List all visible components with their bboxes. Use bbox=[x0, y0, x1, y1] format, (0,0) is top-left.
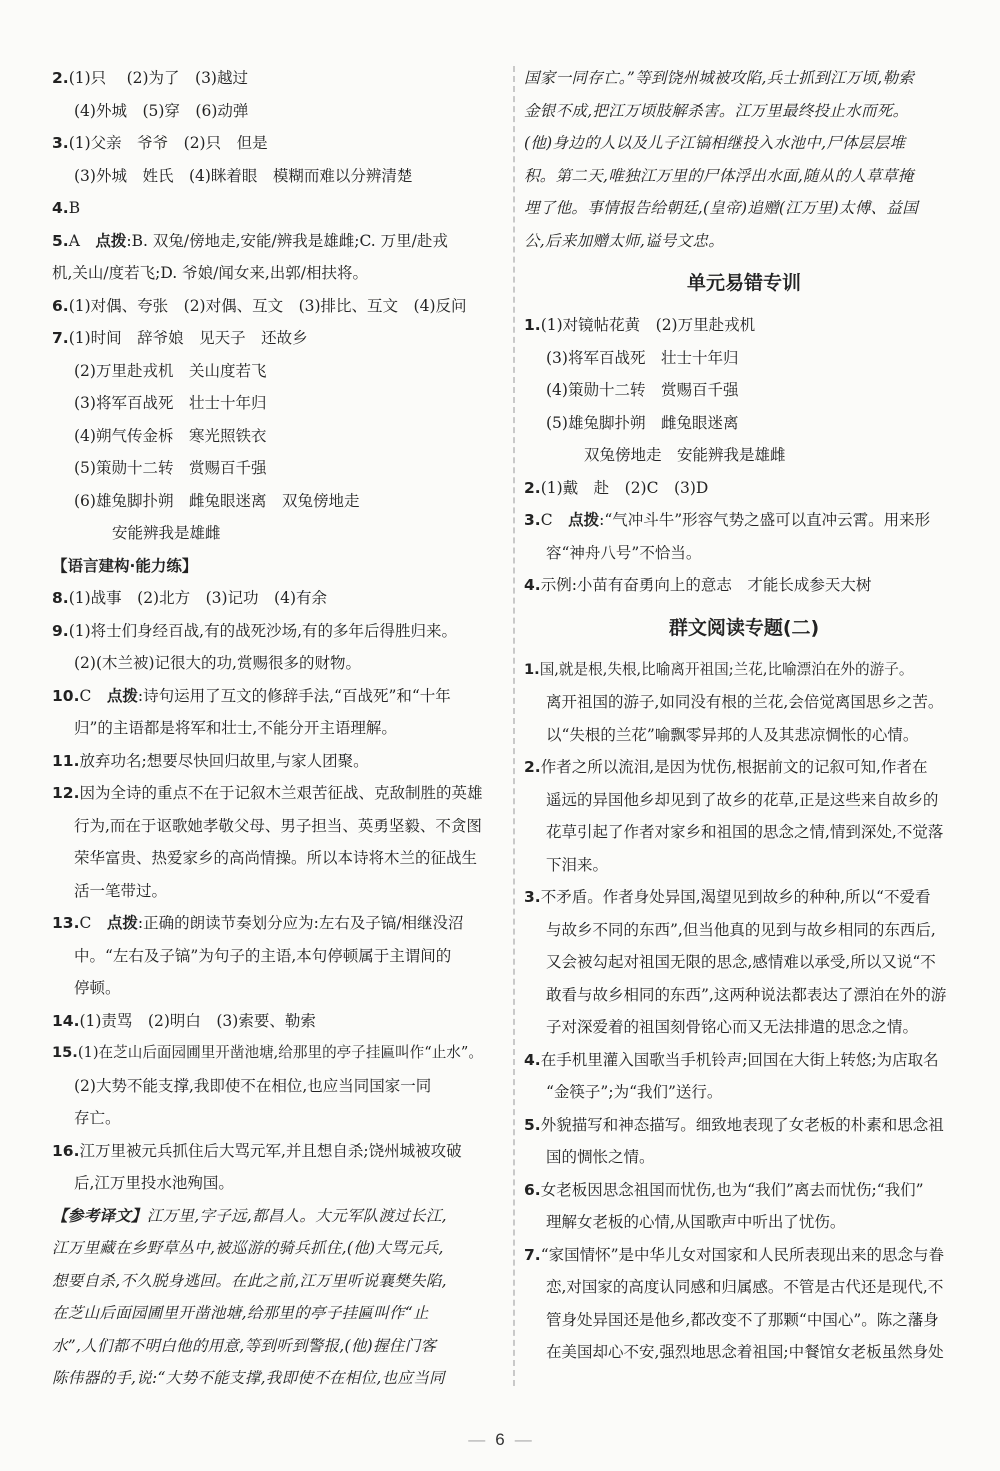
answer-line: 中。“左右及子镐”为句子的主语,本句停顿属于主谓间的 bbox=[74, 946, 452, 965]
answer-line: 子对深爱着的祖国刻骨铭心而又无法排遣的思念之情。 bbox=[546, 1018, 919, 1036]
answer-line: 13.C 点拨:正确的朗读节奏划分应为:左右及子镐/相继没沼 bbox=[52, 914, 464, 932]
translation-line: 公,后来加赠太师,谥号文忠。 bbox=[524, 231, 725, 250]
answer-line: (2)大势不能支撑,我即使不在相位,也应当同国家一同 bbox=[74, 1076, 432, 1095]
answer-line: 容“神舟八号”不恰当。 bbox=[546, 543, 702, 562]
answer-line: 3.C 点拨:“气冲斗牛”形容气势之盛可以直冲云霄。用来形 bbox=[524, 511, 931, 529]
answer-line: 16.江万里被元兵抓住后大骂元军,并且想自杀;饶州城被攻破 bbox=[52, 1141, 462, 1160]
answer-line: 在美国却心不安,强烈地思念着祖国;中餐馆女老板虽然身处 bbox=[546, 1343, 944, 1361]
answer-line: “金筷子”;为“我们”送行。 bbox=[546, 1083, 723, 1101]
answer-line: (5)策勋十二转 赏赐百千强 bbox=[74, 459, 267, 477]
translation-line: 陈伟器的手,说:“大势不能支撑,我即使不在相位,也应当同 bbox=[52, 1369, 445, 1387]
answer-line: 又会被勾起对祖国无限的思念,感情难以承受,所以又说“不 bbox=[546, 953, 936, 971]
answer-line: 活一笔带过。 bbox=[74, 881, 168, 900]
answer-line: 15.(1)在芝山后面园圃里开凿池塘,给那里的亭子挂匾叫作“止水”。 bbox=[52, 1044, 483, 1061]
answer-line: 1.国,就是根,失根,比喻离开祖国;兰花,比喻漂泊在外的游子。 bbox=[524, 660, 914, 678]
answer-line: 4.在手机里灌入国歌当手机铃声;回国在大街上转悠;为店取名 bbox=[524, 1050, 939, 1069]
answer-line: 5.外貌描写和神态描写。细致地表现了女老板的朴素和思念祖 bbox=[524, 1115, 944, 1134]
answer-line: 4.B bbox=[52, 199, 81, 217]
answer-line: 敢看与故乡相同的东西”,这两种说法都表达了漂泊在外的游 bbox=[546, 985, 947, 1004]
answer-line: (2)万里赴戎机 关山度若飞 bbox=[74, 361, 267, 380]
answer-line: 管身处异国还是他乡,都改变不了那颗“中国心”。陈之藩身 bbox=[546, 1310, 939, 1329]
answer-line: 6.(1)对偶、夸张 (2)对偶、互文 (3)排比、互文 (4)反问 bbox=[52, 296, 467, 315]
answer-line: 安能辨我是雄雌 bbox=[112, 524, 221, 542]
answer-line: 归”的主语都是将军和壮士,不能分开主语理解。 bbox=[74, 719, 397, 737]
answer-line: (3)外城 姓氏 (4)眯着眼 模糊而难以分辨清楚 bbox=[74, 166, 413, 185]
translation-line: 积。第二天,唯独江万里的尸体浮出水面,随从的人草草掩 bbox=[524, 166, 914, 185]
answer-line: 5.A 点拨:B. 双兔/傍地走,安能/辨我是雄雌;C. 万里/赴戎 bbox=[52, 231, 448, 250]
translation-line: 江万里藏在乡野草丛中,被巡游的骑兵抓住,(他)大骂元兵, bbox=[52, 1239, 444, 1257]
answer-line: 3.不矛盾。作者身处异国,渴望见到故乡的种种,所以“不爱看 bbox=[524, 888, 931, 906]
answer-line: 9.(1)将士们身经百战,有的战死沙场,有的多年后得胜归来。 bbox=[52, 621, 457, 640]
column-divider bbox=[513, 66, 515, 1386]
answer-line: 理解女老板的心情,从国歌声中听出了忧伤。 bbox=[546, 1213, 846, 1231]
section-heading: 群文阅读专题(二) bbox=[668, 616, 820, 639]
answer-line: (2)(木兰被)记很大的功,赏赐很多的财物。 bbox=[74, 654, 361, 672]
page-number: — 6 — bbox=[468, 1430, 532, 1449]
answer-line: 2.(1)只 (2)为了 (3)越过 bbox=[52, 69, 248, 87]
answer-line: 8.(1)战事 (2)北方 (3)记功 (4)有余 bbox=[52, 589, 328, 607]
translation-line: 金银不成,把江万顷肢解杀害。江万里最终投止水而死。 bbox=[524, 101, 909, 120]
section-label: 【语言建构·能力练】 bbox=[52, 556, 198, 575]
answer-line: 荣华富贵、热爱家乡的高尚情操。所以本诗将木兰的征战生 bbox=[74, 849, 478, 867]
answer-line: 机,关山/度若飞;D. 爷娘/闻女来,出郭/相扶将。 bbox=[52, 264, 368, 282]
answer-line: (3)将军百战死 壮士十年归 bbox=[546, 348, 739, 367]
answer-line: 3.(1)父亲 爷爷 (2)只 但是 bbox=[52, 134, 268, 152]
answer-line: 花草引起了作者对家乡和祖国的思念之情,情到深处,不觉落 bbox=[546, 823, 944, 841]
answer-line: 下泪来。 bbox=[546, 855, 609, 874]
answer-line: 2.(1)戴 赴 (2)C (3)D bbox=[524, 478, 709, 497]
answer-line: 14.(1)责骂 (2)明白 (3)索要、勒索 bbox=[52, 1011, 316, 1030]
answer-line: 2.作者之所以流泪,是因为忧伤,根据前文的记叙可知,作者在 bbox=[524, 758, 928, 776]
answer-line: (4)外城 (5)穿 (6)动弹 bbox=[74, 101, 249, 120]
answer-line: 遥远的异国他乡却见到了故乡的花草,正是这些来自故乡的 bbox=[546, 790, 939, 809]
answer-line: 7.(1)时间 辞爷娘 见天子 还故乡 bbox=[52, 329, 308, 347]
answer-line: 双兔傍地走 安能辨我是雄雌 bbox=[584, 446, 786, 464]
left-column bbox=[52, 62, 504, 1395]
translation-line: 国家一同存亡。”等到饶州城被攻陷,兵士抓到江万顷,勒索 bbox=[524, 69, 915, 87]
answer-line: 1.(1)对镜帖花黄 (2)万里赴戎机 bbox=[524, 316, 756, 334]
answer-line: (6)雄兔脚扑朔 雌兔眼迷离 双兔傍地走 bbox=[74, 491, 360, 510]
right-column bbox=[524, 62, 964, 1369]
translation-line: 在芝山后面园圃里开凿池塘,给那里的亭子挂匾叫作“止 bbox=[52, 1304, 429, 1322]
translation-line: 水”,人们都不明白他的用意,等到听到警报,(他)握住门客 bbox=[52, 1336, 437, 1355]
answer-line: 10.C 点拨:诗句运用了互文的修辞手法,“百战死”和“十年 bbox=[52, 686, 451, 705]
answer-line: (4)朔气传金柝 寒光照铁衣 bbox=[74, 426, 267, 445]
answer-line: 存亡。 bbox=[74, 1109, 121, 1127]
answer-line: (4)策勋十二转 赏赐百千强 bbox=[546, 381, 739, 399]
answer-line: 12.因为全诗的重点不在于记叙木兰艰苦征战、克敌制胜的英雄 bbox=[52, 784, 483, 802]
answer-line: (3)将军百战死 壮士十年归 bbox=[74, 394, 267, 412]
answer-line: 与故乡不同的东西”,但当他真的见到与故乡相同的东西后, bbox=[546, 920, 936, 939]
answer-line: 行为,而在于讴歌她孝敬父母、男子担当、英勇坚毅、不贪图 bbox=[74, 816, 482, 835]
answer-line: 4.示例:小苗有奋勇向上的意志 才能长成参天大树 bbox=[524, 576, 872, 594]
answer-line: 恋,对国家的高度认同感和归属感。不管是古代还是现代,不 bbox=[546, 1278, 944, 1296]
translation-line: (他)身边的人以及儿子江镐相继投入水池中,尸体层层堆 bbox=[524, 134, 906, 152]
answer-line: 11.放弃功名;想要尽快回归故里,与家人团聚。 bbox=[52, 751, 369, 770]
answer-line: 以“失根的兰花”喻飘零异邦的人及其悲凉惆怅的心情。 bbox=[546, 725, 919, 744]
translation-line: 想要自杀,不久脱身逃回。在此之前,江万里听说襄樊失陷, bbox=[52, 1271, 447, 1290]
answer-line: (5)雄兔脚扑朔 雌兔眼迷离 bbox=[546, 413, 739, 432]
translation-line: 埋了他。事情报告给朝廷,(皇帝)追赠(江万里)太傅、益国 bbox=[524, 199, 919, 217]
answer-line: 后,江万里投水池殉国。 bbox=[74, 1174, 234, 1192]
answer-line: 停顿。 bbox=[74, 979, 121, 997]
answer-line: 国的惆怅之情。 bbox=[546, 1148, 655, 1166]
translation-line: 【参考译文】江万里,字子远,都昌人。大元军队渡过长江, bbox=[52, 1206, 447, 1225]
answer-line: 离开祖国的游子,如同没有根的兰花,会倍觉离国思乡之苦。 bbox=[546, 693, 944, 711]
section-heading: 单元易错专训 bbox=[686, 272, 801, 294]
answer-line: 6.女老板因思念祖国而忧伤,也为“我们”离去而忧伤;“我们” bbox=[524, 1180, 924, 1199]
answer-line: 7.“家国情怀”是中华儿女对国家和人民所表现出来的思念与眷 bbox=[524, 1245, 945, 1264]
